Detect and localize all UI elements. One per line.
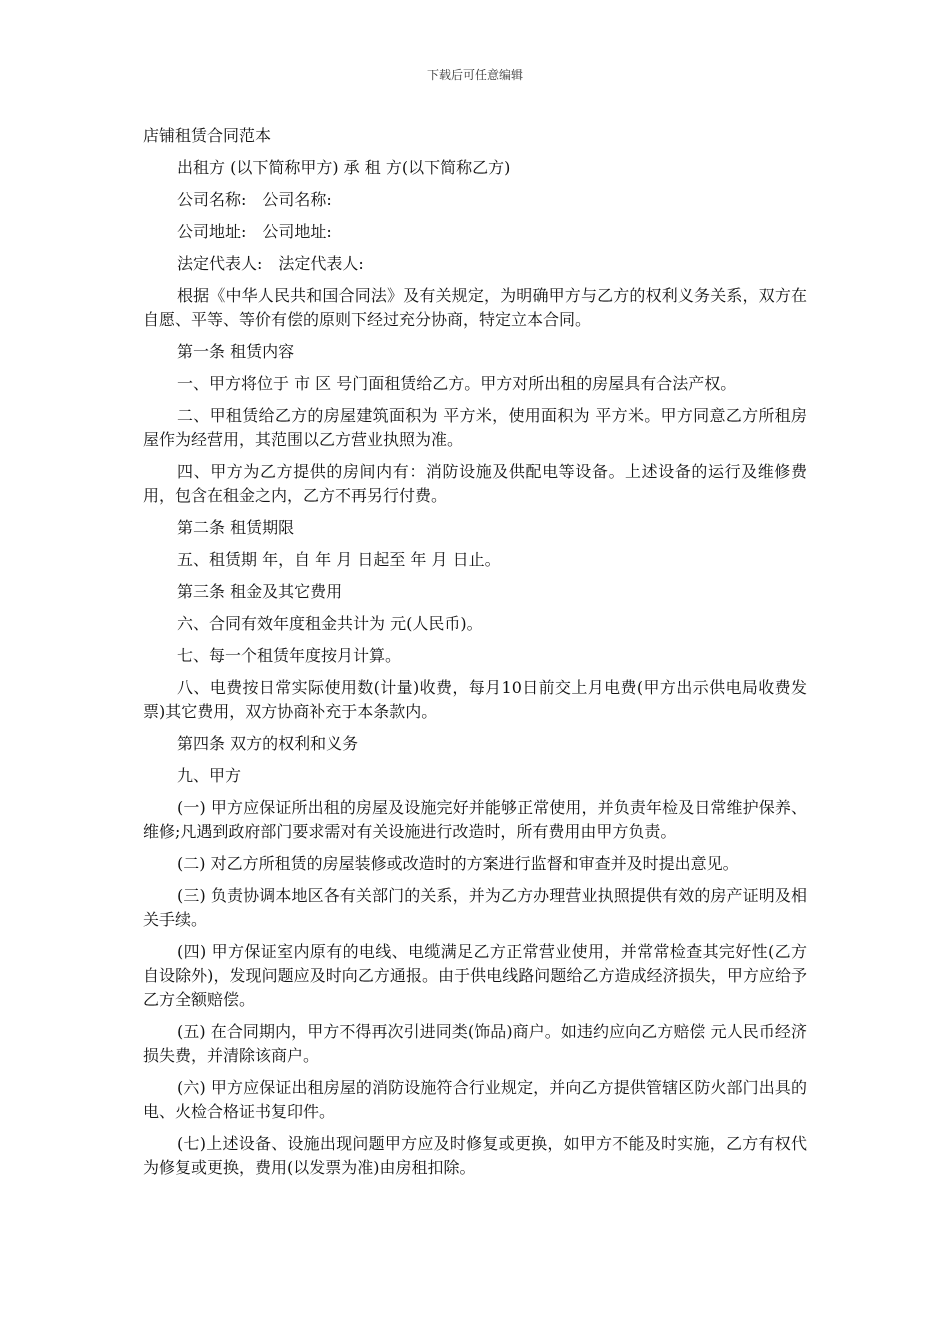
paragraph: 第三条 租金及其它费用	[177, 582, 343, 601]
paragraph: 公司地址: 公司地址:	[177, 222, 332, 241]
paragraph: 出租方 (以下简称甲方) 承 租 方(以下简称乙方)	[177, 158, 511, 177]
paragraph: 七、每一个租赁年度按月计算。	[177, 646, 402, 665]
paragraph: (四) 甲方保证室内原有的电线、电缆满足乙方正常营业使用，并常常检查其完好性(乙方自设除外)，发现问题应及时向乙方通报。由于供电线路问题给乙方造成经济损失，甲方应给予乙方全额赔偿。	[143, 942, 807, 1009]
paragraph: 第一条 租赁内容	[177, 342, 295, 361]
paragraph: 八、电费按日常实际使用数(计量)收费，每月10日前交上月电费(甲方出示供电局收费发票)其它费用，双方协商补充于本条款内。	[143, 678, 807, 721]
document-body	[143, 124, 807, 1188]
paragraph: 一、甲方将位于 市 区 号门面租赁给乙方。甲方对所出租的房屋具有合法产权。	[177, 374, 737, 393]
paragraph: 五、租赁期 年，自 年 月 日起至 年 月 日止。	[177, 550, 501, 569]
paragraph: 根据《中华人民共和国合同法》及有关规定，为明确甲方与乙方的权利义务关系，双方在自愿、平等、等价有偿的原则下经过充分协商，特定立本合同。	[143, 286, 807, 329]
paragraph: 法定代表人: 法定代表人:	[177, 254, 364, 273]
paragraph: 公司名称: 公司名称:	[177, 190, 332, 209]
header-note: 下载后可任意编辑	[426, 68, 523, 82]
paragraph: (七)上述设备、设施出现问题甲方应及时修复或更换，如甲方不能及时实施，乙方有权代为修复或更换，费用(以发票为准)由房租扣除。	[143, 1134, 807, 1177]
paragraph: 四、甲方为乙方提供的房间内有：消防设施及供配电等设备。上述设备的运行及维修费用，包含在租金之内，乙方不再另行付费。	[143, 462, 807, 505]
paragraph-list	[143, 156, 807, 1180]
paragraph: (二) 对乙方所租赁的房屋装修或改造时的方案进行监督和审查并及时提出意见。	[177, 854, 739, 873]
paragraph: 九、甲方	[177, 766, 242, 785]
paragraph: (五) 在合同期内，甲方不得再次引进同类(饰品)商户。如违约应向乙方赔偿 元人民币经济损失费，并清除该商户。	[143, 1022, 807, 1065]
paragraph: 二、甲租赁给乙方的房屋建筑面积为 平方米，使用面积为 平方米。甲方同意乙方所租房屋作为经营用，其范围以乙方营业执照为准。	[143, 406, 807, 449]
paragraph: (六) 甲方应保证出租房屋的消防设施符合行业规定，并向乙方提供管辖区防火部门出具的电、火检合格证书复印件。	[143, 1078, 807, 1121]
paragraph: 六、合同有效年度租金共计为 元(人民币)。	[177, 614, 483, 633]
paragraph: 第四条 双方的权利和义务	[177, 734, 359, 753]
paragraph: (三) 负责协调本地区各有关部门的关系，并为乙方办理营业执照提供有效的房产证明及相关手续。	[143, 886, 807, 929]
paragraph: (一) 甲方应保证所出租的房屋及设施完好并能够正常使用，并负责年检及日常维护保养、维修;凡遇到政府部门要求需对有关设施进行改造时，所有费用由甲方负责。	[143, 798, 807, 841]
paragraph: 第二条 租赁期限	[177, 518, 295, 537]
document-title: 店铺租赁合同范本	[143, 126, 272, 145]
